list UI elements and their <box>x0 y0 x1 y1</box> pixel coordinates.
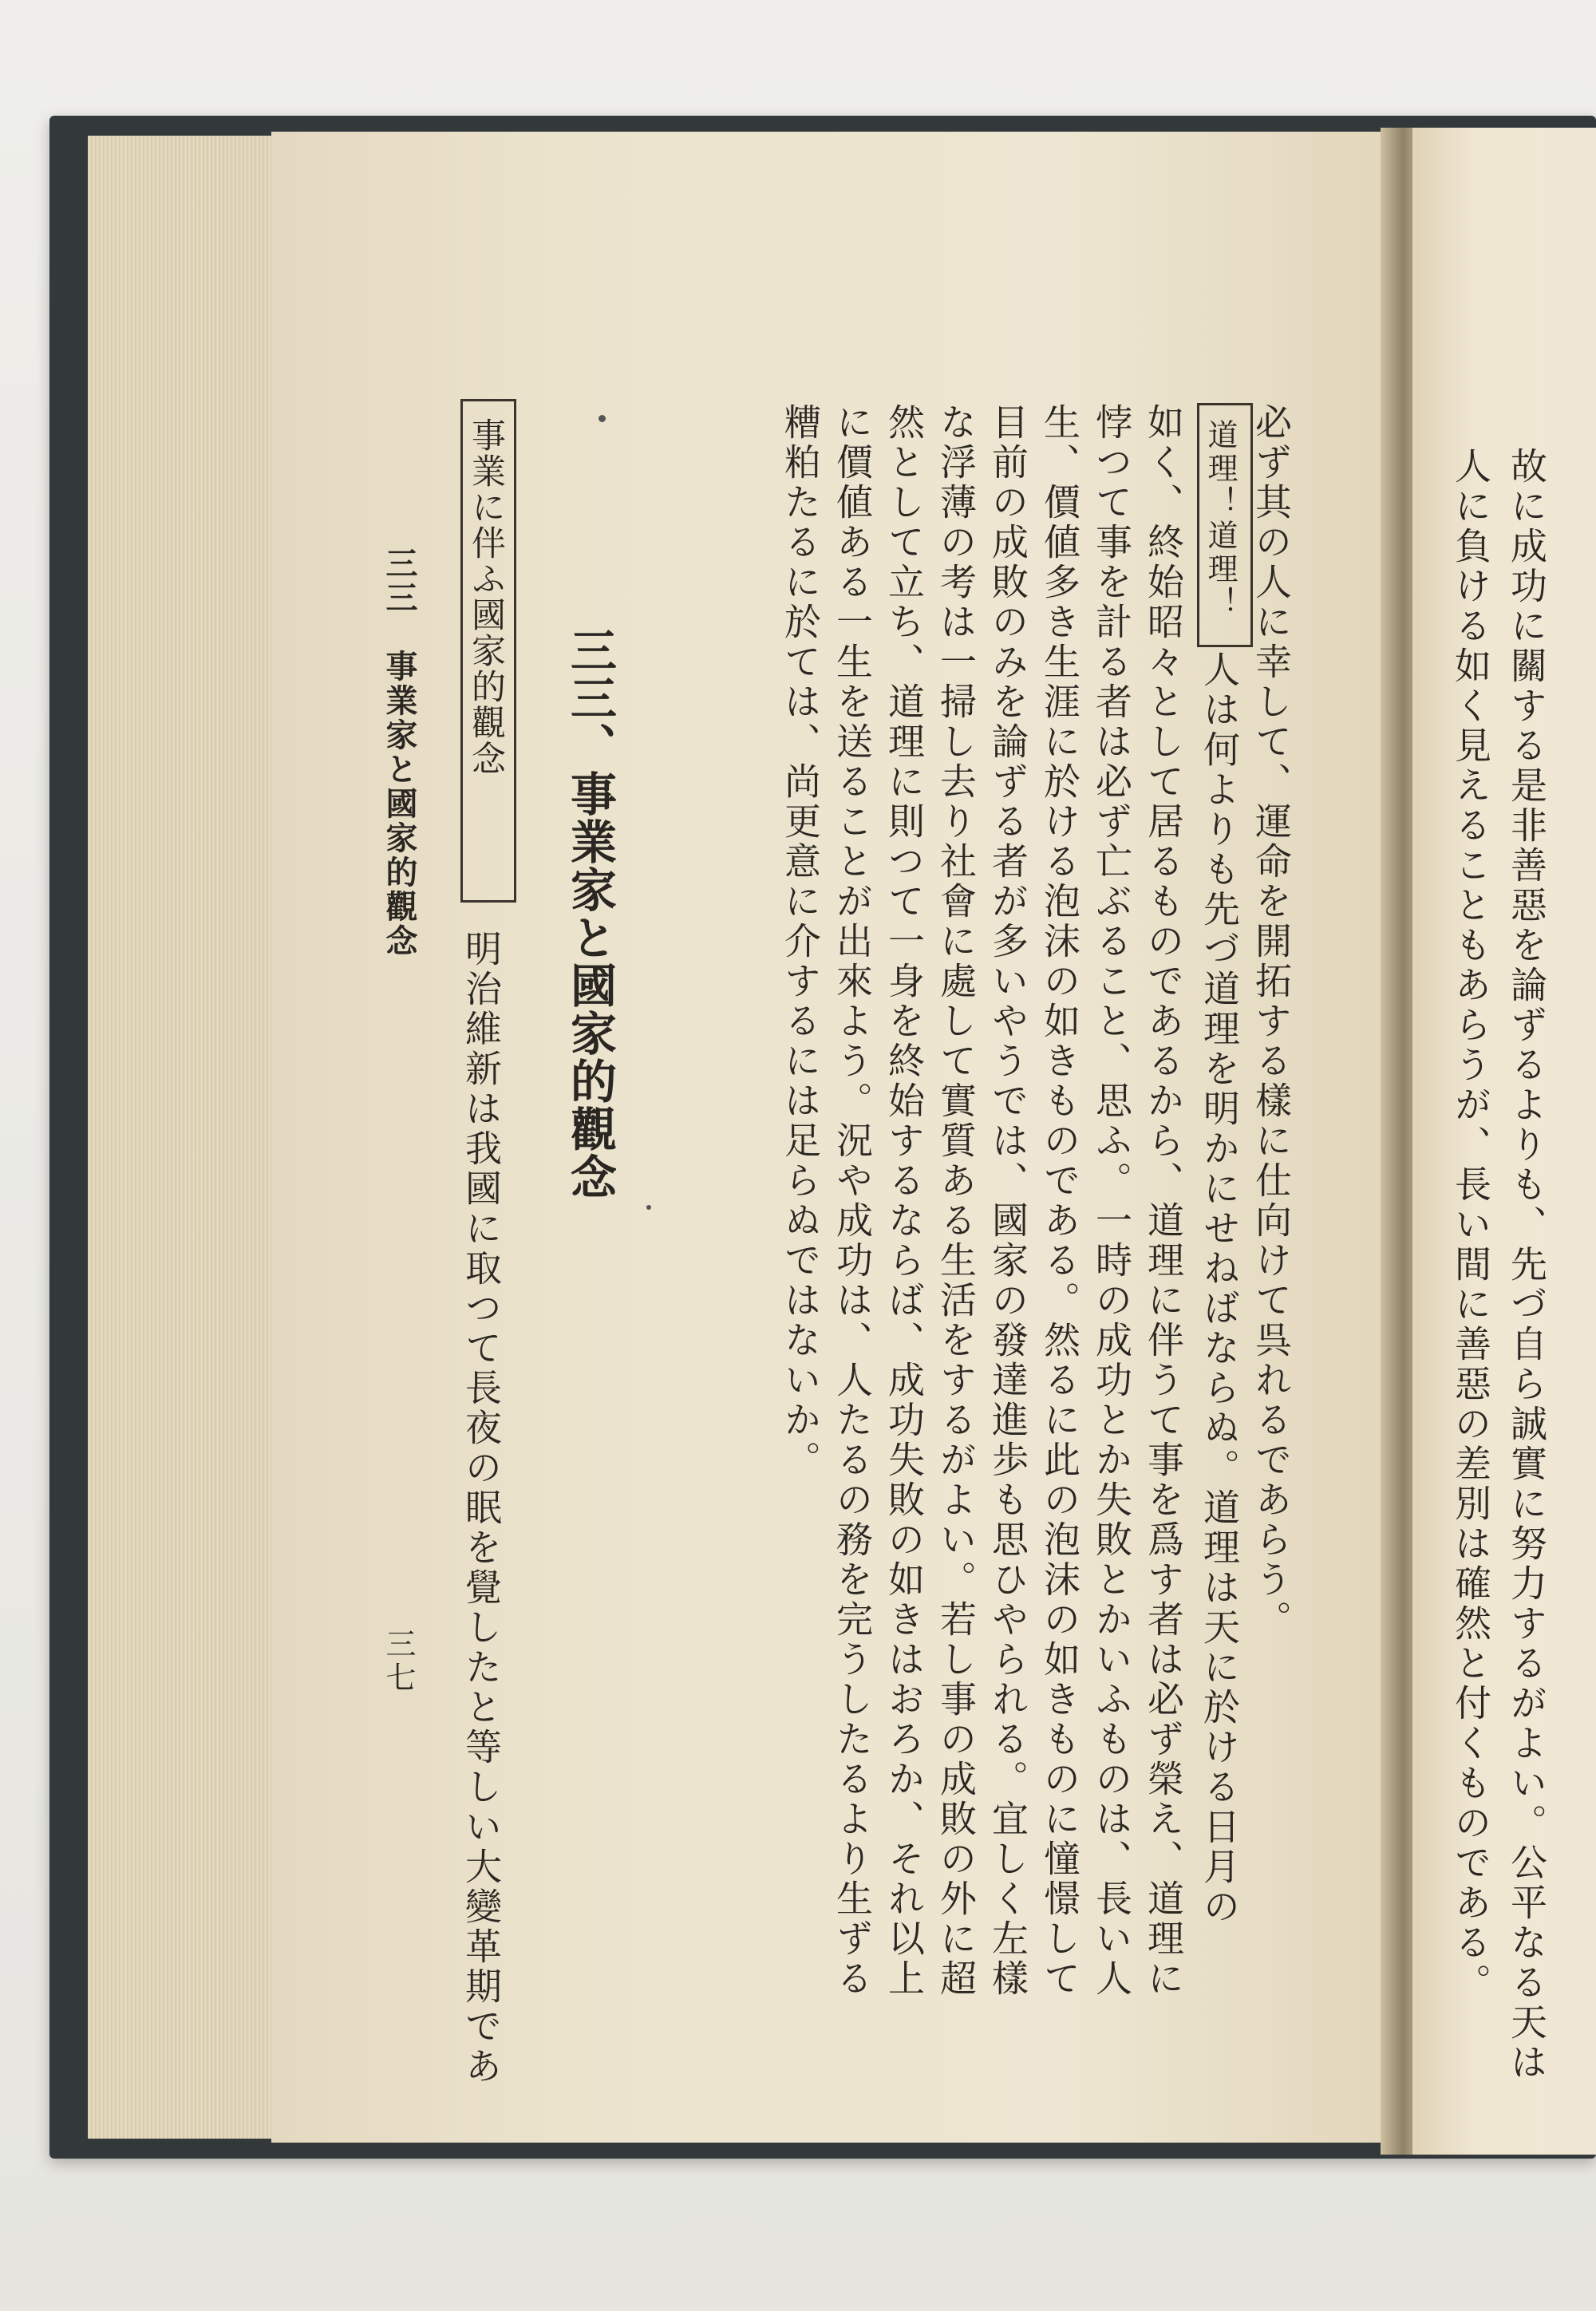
right-page <box>1412 128 1596 2155</box>
side-heading: 道理！道理！ <box>1203 419 1238 620</box>
body-line-7: な浮薄の考は一掃し去り社會に處して實質ある生活をするがよい。若し事の成敗の外に超 <box>934 403 978 1999</box>
body-line-11: 明治維新は我國に取つて長夜の眠を覺したと等しい大變革期であ <box>460 930 503 2087</box>
page-number: 三七 <box>381 1628 416 1695</box>
ornament-dot <box>598 415 606 422</box>
body-line-3: 如く、終始昭々として居るものであるから、道理に伴うて事を爲す者は必ず榮え、道理に <box>1142 403 1185 1999</box>
body-line-1: 必ず其の人に幸して、運命を開拓する樣に仕向けて呉れるであらう。 <box>1250 403 1293 1640</box>
left-page <box>271 132 1404 2143</box>
body-line-6: 目前の成敗のみを論ずる者が多いやうでは、國家の發達進歩も思ひやられる。宜しく左樣 <box>986 403 1029 1999</box>
body-line-2: 人は何よりも先づ道理を明かにせねばならぬ。道理は天に於ける日月の <box>1198 650 1241 1927</box>
page-edges <box>88 136 295 2139</box>
body-line-5: 生、價値多き生涯に於ける泡沫の如きものである。然るに此の泡沫の如きものに憧憬して <box>1038 403 1081 1999</box>
body-line-8: 然として立ち、道理に則つて一身を終始するならば、成功失敗の如きはおろか、それ以上 <box>883 403 926 1999</box>
ink-speck <box>646 1205 651 1210</box>
running-head: 三三 事業家と國家的觀念 <box>381 547 418 958</box>
body-line-10: 糟粕たるに於ては、尚更意に介するには足らぬではないか。 <box>779 403 822 1480</box>
section-heading: 三三、事業家と國家的觀念 <box>563 626 617 1201</box>
body-line-9: に價値ある一生を送ることが出來よう。況や成功は、人たるの務を完うしたるより生ずる <box>831 403 874 1999</box>
body-line-4: 悖つて事を計る者は必ず亡ぶること、思ふ。一時の成功とか失敗とかいふものは、長い人 <box>1090 403 1133 1999</box>
right-page-line-1: 故に成功に關する是非善惡を論ずるよりも、先づ自ら誠實に努力するがよい。公平なる天は <box>1505 447 1548 2083</box>
right-page-line-2: 人に負ける如く見えることもあらうが、長い間に善惡の差別は確然と付くものである。 <box>1449 447 1492 2003</box>
boxed-heading: 事業に伴ふ國家的觀念 <box>466 417 506 776</box>
